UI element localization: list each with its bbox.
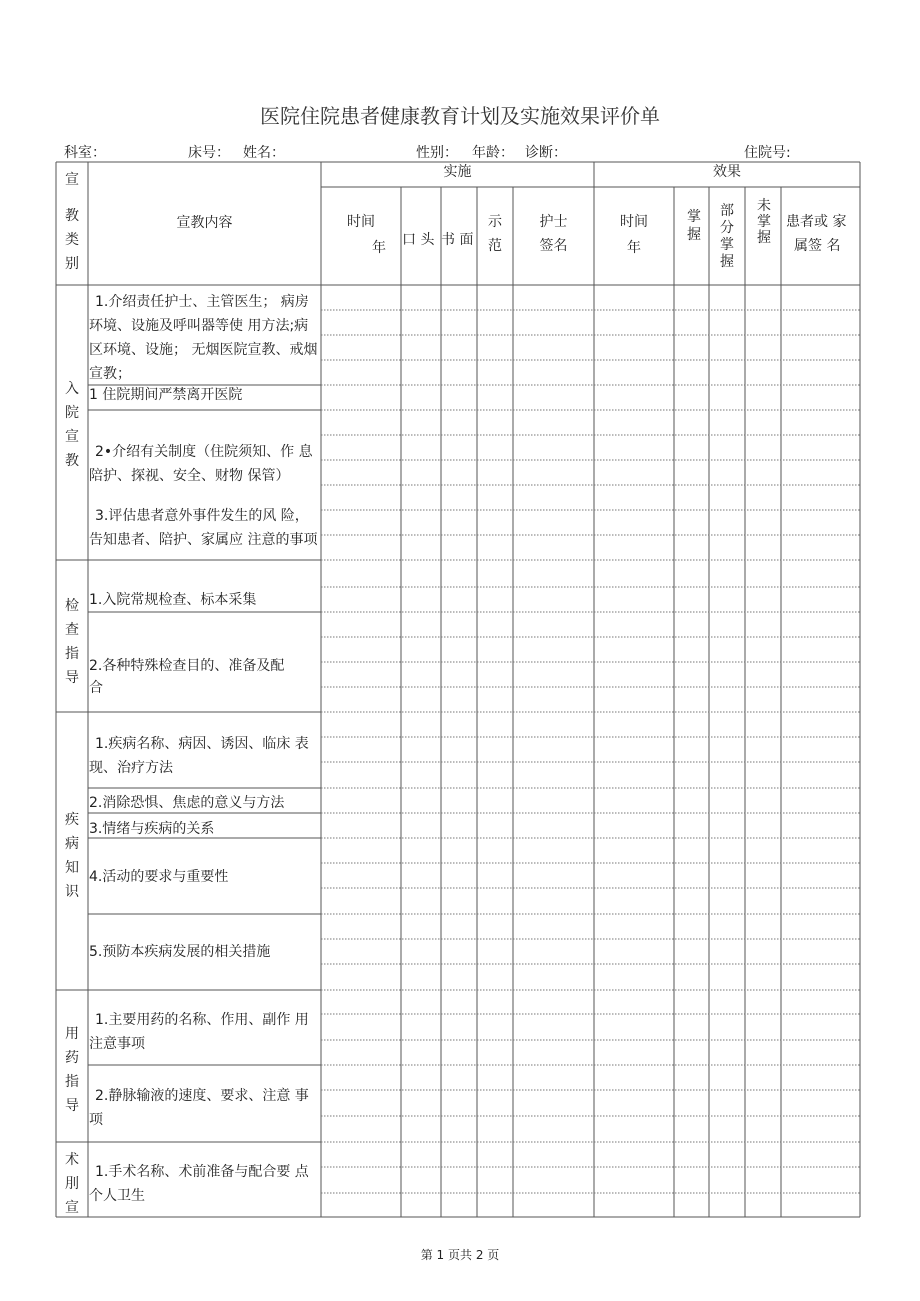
content-item: 1.疾病名称、病因、诱因、临床 表 现、治疗方法 — [89, 736, 309, 776]
page-footer: 第 1 页共 2 页 — [420, 1248, 500, 1262]
content-item: 1.主要用药的名称、作用、副作 用 注意事项 — [89, 1012, 309, 1052]
category-char: 教 — [65, 208, 79, 224]
patient-sign-header: 患者或 家 属签 名 — [786, 214, 847, 254]
content-item: 1.入院常规检查、标本采集 — [89, 592, 257, 608]
bed-label: 床号： — [188, 145, 230, 161]
section-label-examination: 检 查 指 导 — [65, 598, 79, 686]
impl-year-header: 年 — [372, 240, 386, 256]
admission-number-label: 住院号: — [744, 145, 791, 161]
dept-label: 科室： — [64, 145, 106, 161]
content-item: 1.介绍责任护士、主管医生； 病房 环境、设施及呼叫器等使 用方法;病 区环境、设施； 无烟医院宣教、戒烟 宣教； — [89, 294, 318, 382]
impl-time-header: 时间 — [347, 214, 375, 230]
demo-header: 示 范 — [488, 214, 502, 254]
content-item: 3.情绪与疾病的关系 — [89, 821, 215, 837]
name-label: 姓名： — [243, 145, 285, 161]
content-header: 宣教内容 — [176, 215, 233, 231]
category-header — [62, 168, 82, 276]
section-label-disease: 疾 病 知 识 — [65, 812, 79, 900]
category-char: 别 — [65, 256, 79, 272]
section-label-admission: 入 院 宣 教 — [65, 381, 79, 469]
category-char: 宣 — [65, 172, 79, 188]
content-item: 5.预防本疾病发展的相关措施 — [89, 944, 271, 960]
content-item: 1.手术名称、术前准备与配合要 点 个人卫生 — [89, 1164, 309, 1204]
nurse-sign-header: 护士 签名 — [539, 214, 568, 254]
category-char: 类 — [65, 232, 79, 248]
section-label-surgery: 术 刖 宣 — [65, 1152, 79, 1216]
content-item: 3.评估患者意外事件发生的风 险， 告知患者、陪护、家属应 注意的事项 — [89, 508, 318, 548]
effect-year-header: 年 — [627, 240, 641, 256]
content-item: 2.静脉输液的速度、要求、注意 事 项 — [89, 1088, 309, 1128]
oral-header: 口 头 — [402, 232, 435, 248]
diagnosis-label: 诊断： — [525, 145, 567, 161]
content-item: 2.各种特殊检查目的、准备及配 合 — [89, 658, 285, 696]
effect-time-header: 时间 — [620, 214, 648, 230]
content-item: 4.活动的要求与重要性 — [89, 869, 229, 885]
content-item: 1 住院期间严禁离开医院 — [89, 387, 243, 403]
effect-header: 效果 — [713, 164, 741, 180]
mastered-header: 掌 握 — [687, 209, 701, 243]
content-item: 2•介绍有关制度（住院须知、作 息 陪护、探视、安全、财物 保管） — [89, 444, 313, 484]
not-mastered-header: 未 掌 握 — [757, 198, 771, 246]
gender-label: 性别： — [416, 145, 458, 161]
written-header: 书 面 — [441, 232, 474, 248]
implementation-header: 实施 — [443, 164, 472, 180]
page-title: 医院住院患者健康教育计划及实施效果评价单 — [260, 104, 660, 128]
section-label-medication: 用 药 指 导 — [65, 1026, 79, 1114]
age-label: 年龄： — [472, 145, 514, 161]
content-item: 2.消除恐惧、焦虑的意义与方法 — [89, 795, 285, 811]
partial-mastered-header: 部 分 掌 握 — [720, 203, 734, 270]
